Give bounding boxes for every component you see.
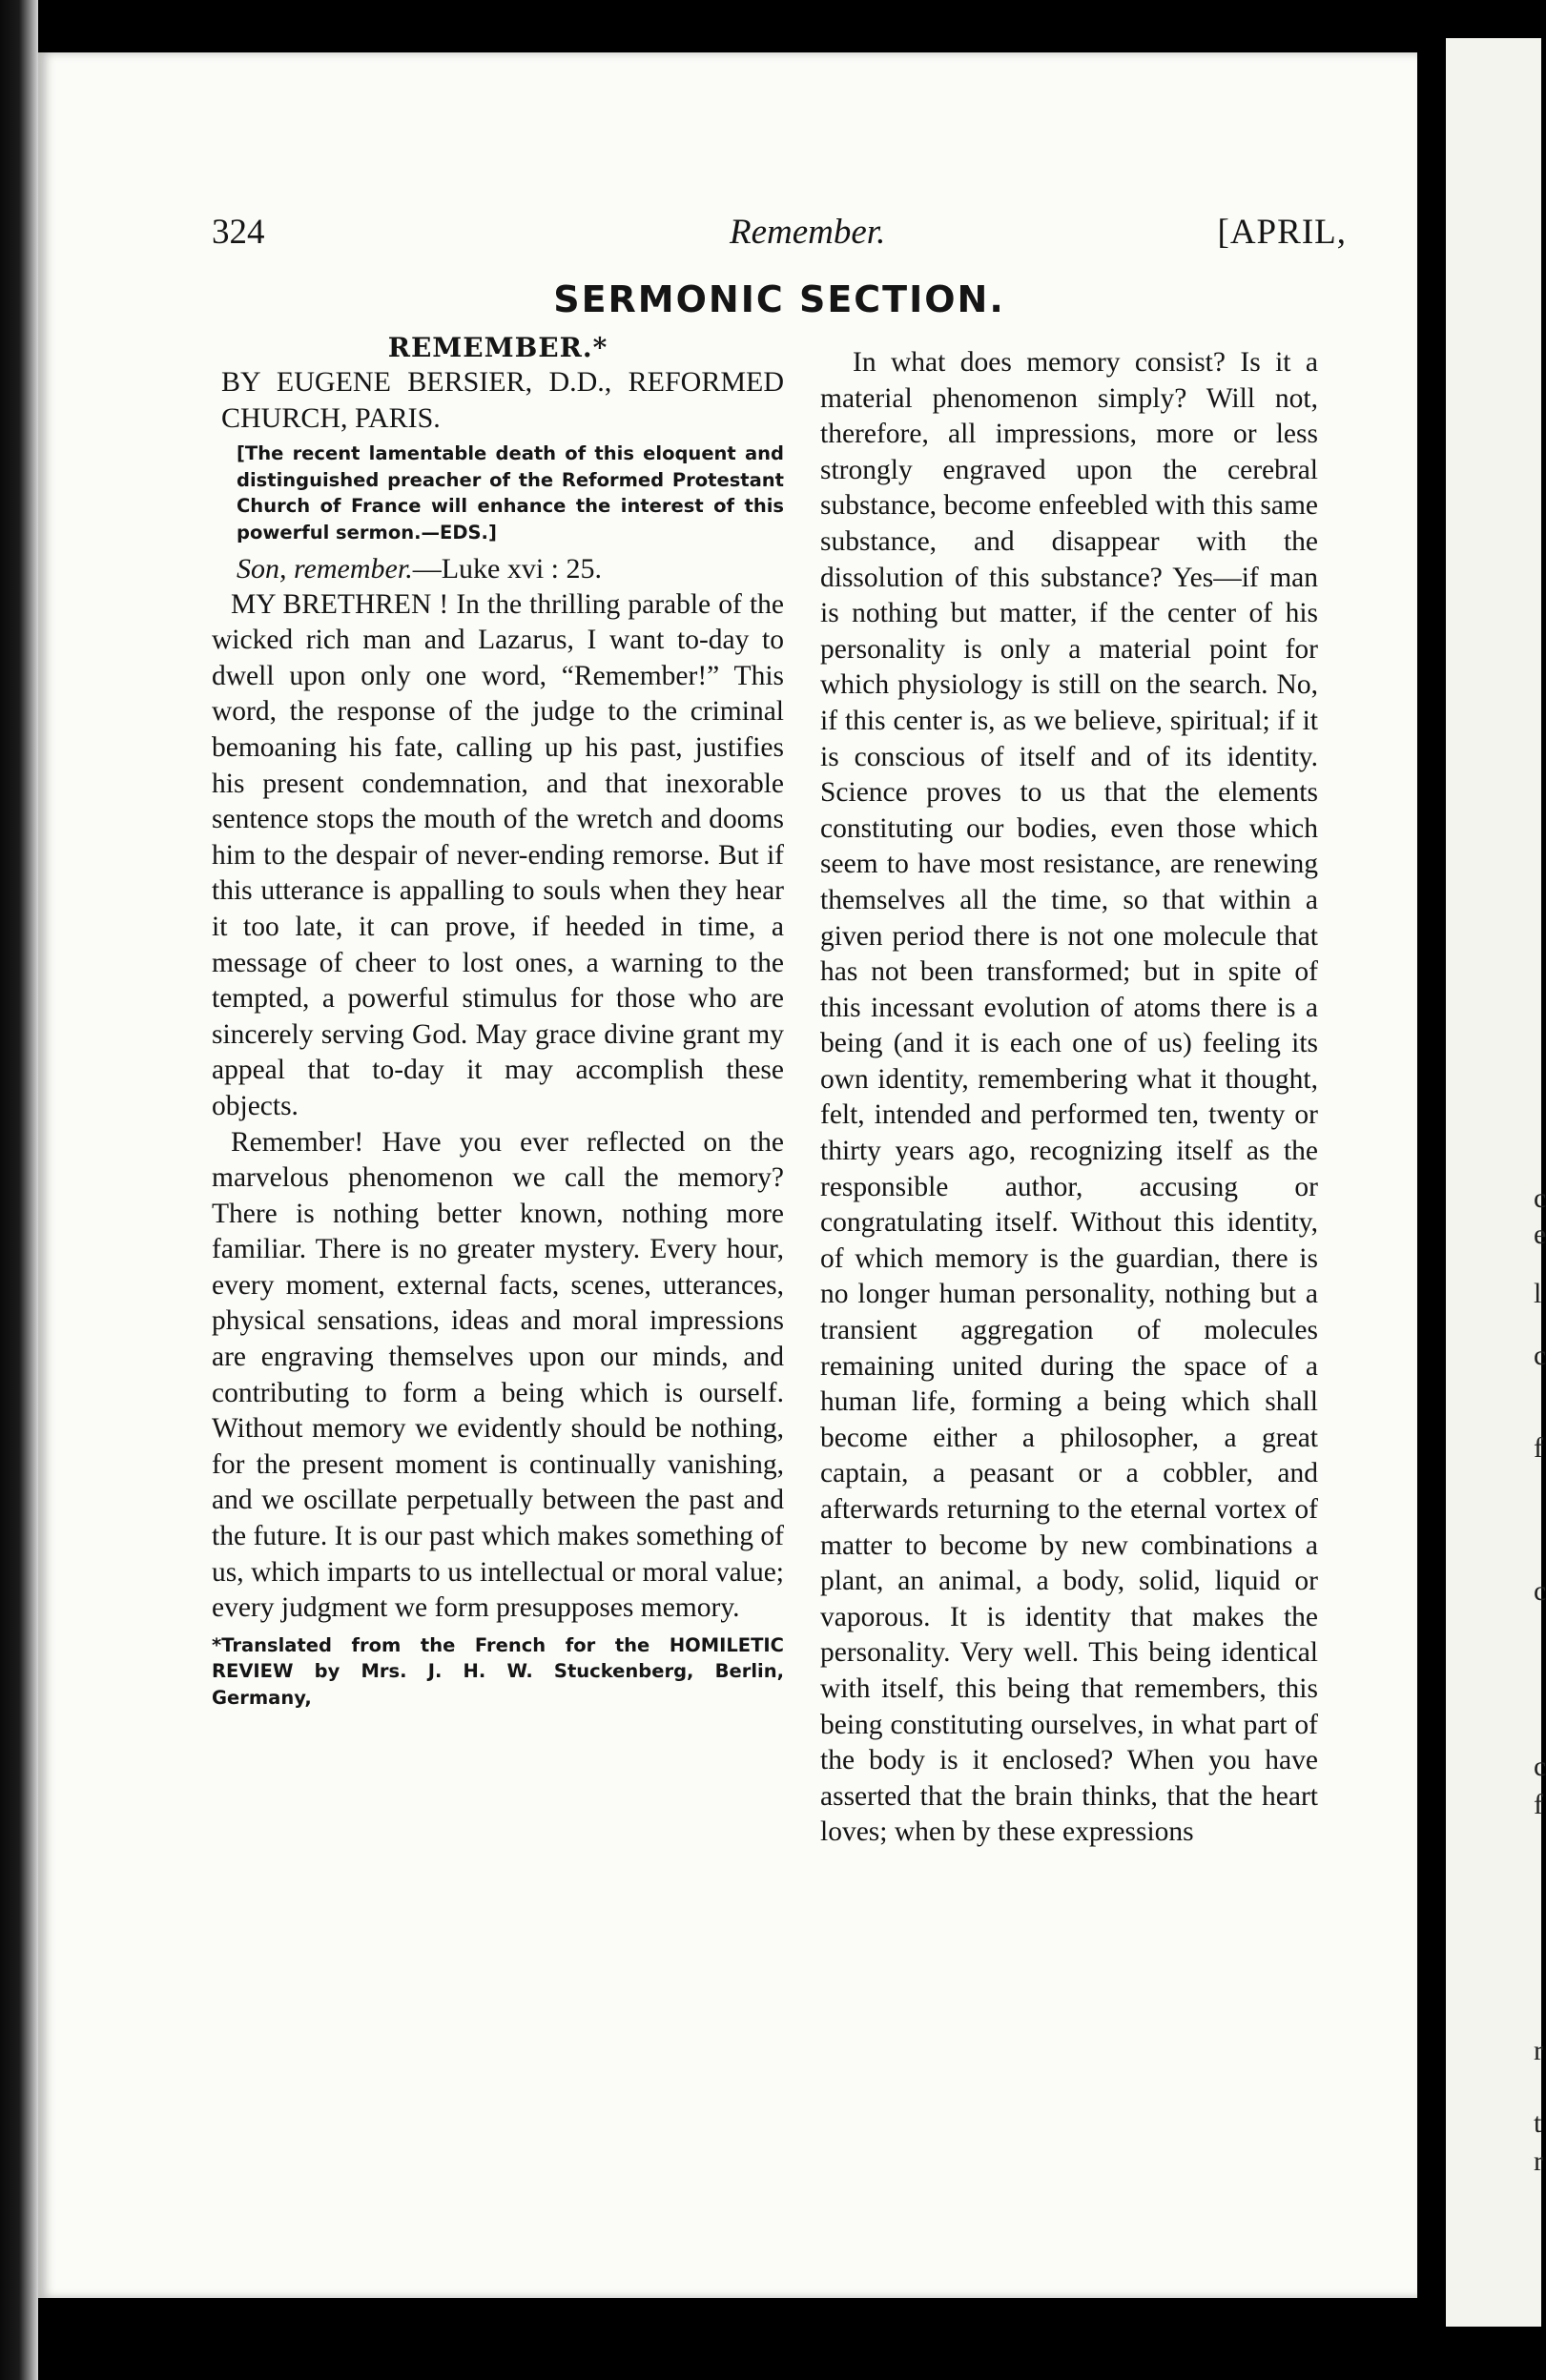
sermon-title: REMEMBER.* (387, 332, 608, 363)
footnote: *Translated from the French for the HOMILETIC REVIEW by Mrs. J. H. W. Stuckenberg, Berlin, Germany, (212, 1633, 784, 1709)
facing-page-fragment: c (1534, 1751, 1546, 1782)
page-number: 324 (212, 213, 265, 252)
sermon-byline: BY EUGENE BERSIER, D.D., REFORMED CHURCH, PARIS. (221, 366, 784, 434)
running-title: Remember. (730, 213, 886, 252)
facing-page-fragment: r (1534, 2145, 1543, 2177)
paragraph: In what does memory consist? Is it a material phenomenon simply? Will not, therefore, all impressions, more or less strongly engraved upon the cerebral substance, become enfeebled with this same substance, and disappear with the dissolution of this substance? Yes—if man is nothing but matter, if the center of his personality is only a material point for which physiology is still on the search. No, if this center is, as we believe, spiritual; if it is conscious of itself and of its identity. Science proves to us that the elements constituting our bodies, even those which seem to have most resistance, are renewing themselves all the time, so that within a given period there is not one molecule that has not been transformed; but in spite of this incessant evolution of atoms there is a being (and it is each one of us) feeling its own identity, remembering what it thought, felt, intended and performed ten, twenty or thirty years ago, recognizing itself as the responsible author, accusing or congratulating itself. Without this identity, of which memory is the guardian, there is no longer human personality, nothing but a transient aggregation of molecules remaining united during the space of a human life, forming a being which shall become either a philosopher, a great captain, a peasant or a cobbler, and afterwards returning to the eternal vortex of matter to become by new combinations a plant, an animal, a body, solid, liquid or vaporous. It is identity that makes the personality. Very well. This being identical with itself, this being that remembers, this being constituting ourselves, in what part of the body is it enclosed? When you have asserted that the brain thinks, that the heart loves; when by these expressions (820, 347, 1318, 1848)
facing-page-edge (1446, 38, 1546, 2327)
scripture-reference: —Luke xvi : 25. (412, 553, 602, 585)
facing-page-fragment: c (1534, 1182, 1546, 1214)
right-column (820, 345, 1318, 1851)
facing-page-fragment: e (1534, 1219, 1546, 1250)
scripture-text: Son, remember. (237, 553, 413, 585)
paragraph: Remember! Have you ever reflected on the marvelous phenomenon we call the memory? There is nothing better known, nothing more familiar. There is no greater mystery. Every hour, every moment, external facts, scenes, utterances, physical sensations, ideas and moral impressions are engraving themselves upon our minds, and contributing to form a being which is ourself. Without memory we evidently should be nothing, for the present moment is continually vanishing, and we oscillate perpetually between the past and the future. It is our past which makes something of us, which imparts to us intellectual or moral value; every judgment we form presupposes memory. (212, 1126, 784, 1624)
facing-page-fragment: l (1534, 1278, 1542, 1309)
facing-page-fragment: r (1534, 2035, 1543, 2066)
facing-page-fragment: t (1534, 2107, 1542, 2139)
left-column (212, 332, 784, 1711)
section-heading: SERMONIC SECTION. (553, 278, 1005, 320)
editor-note: [The recent lamentable death of this eloquent and distinguished preacher of the Reformed Protestant Church of France will enhance the interest of this powerful sermon.—EDS.] (237, 442, 784, 544)
facing-page-fragment: c (1534, 1575, 1546, 1607)
facing-page-fragment: f (1534, 1789, 1543, 1820)
scripture-line (212, 551, 784, 587)
paragraph (212, 587, 784, 1125)
paragraph-lead: MY BRETHREN ! (231, 588, 449, 620)
facing-page-fragment: f (1534, 1432, 1543, 1464)
book-gutter (1417, 38, 1446, 2327)
issue-month: [APRIL, (1217, 213, 1347, 252)
running-header (212, 212, 1347, 259)
book-edge-shadow (0, 0, 38, 2380)
facing-page-fragment: c (1534, 1340, 1546, 1371)
paragraph-body: In the thrilling parable of the wicked rich man and Lazarus, I want to-day to dwell upon only one word, “Remember!” This word, the response of the judge to the criminal bemoaning his fate, calling up his past, justifies his present condemnation, and that inexorable sentence stops the mouth of the wretch and dooms him to the despair of never-ending remorse. But if this utterance is appalling to souls when they hear it too late, it can prove, if heeded in time, a message of cheer to lost ones, a warning to the tempted, a powerful stimulus for those who are sincerely serving God. May grace divine grant my appeal that to-day it may accomplish these objects. (212, 588, 784, 1121)
